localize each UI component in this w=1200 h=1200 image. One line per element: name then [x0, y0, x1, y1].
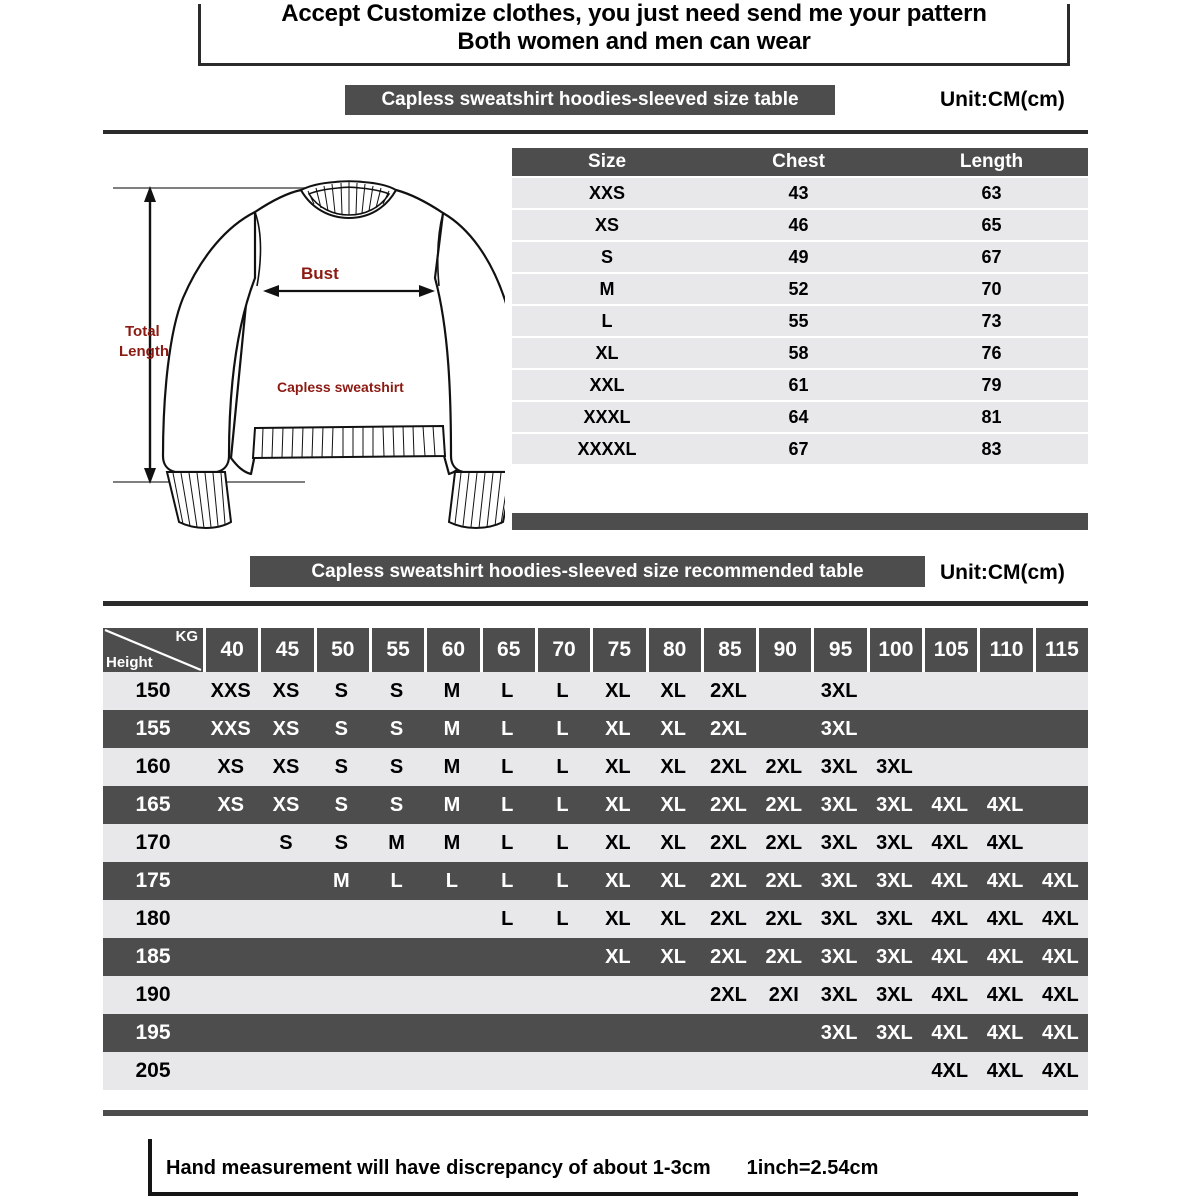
recommended-size-cell: 2XL	[710, 945, 747, 968]
recommended-size-cell: XL	[660, 755, 686, 778]
height-row-header: 175	[135, 869, 171, 892]
size-name-cell: XXXXL	[512, 434, 702, 464]
recommended-size-cell: 3XL	[876, 755, 913, 778]
recommended-size-cell: 4XL	[1042, 945, 1079, 968]
column-header-size: Size	[512, 148, 702, 176]
recommended-size-cell: 4XL	[931, 907, 969, 930]
recommended-size-cell: 3XL	[820, 945, 858, 968]
recommended-size-cell: L	[556, 869, 569, 892]
table-row	[103, 976, 1088, 1014]
recommended-size-cell: XL	[605, 831, 631, 854]
weight-column-header: 50	[317, 628, 369, 672]
recommended-size-cell: XS	[217, 755, 244, 778]
chest-value-cell: 49	[702, 242, 895, 272]
recommended-size-cell: 2XL	[765, 831, 803, 854]
measurement-discrepancy-text: Hand measurement will have discrepancy of about 1-3cm	[166, 1157, 711, 1179]
recommended-size-cell: 3XL	[820, 983, 858, 1006]
recommended-size-cell: 4XL	[986, 869, 1024, 892]
recommended-size-cell: 3XL	[820, 831, 858, 854]
recommended-size-cell: S	[389, 755, 404, 778]
recommended-size-cell: XL	[660, 945, 686, 968]
length-value-cell: 67	[895, 242, 1088, 272]
recommended-size-cell: 4XL	[986, 831, 1024, 854]
recommended-size-cell: L	[556, 755, 569, 778]
size-table-header-row	[512, 148, 1088, 176]
recommended-size-cell: XS	[217, 793, 244, 816]
table-row	[103, 1014, 1088, 1052]
table-row	[103, 748, 1088, 786]
height-row-header: 190	[135, 983, 171, 1006]
chest-value-cell: 46	[702, 210, 895, 240]
table-row	[512, 210, 1088, 240]
table-row	[103, 938, 1088, 976]
recommended-size-cell: L	[556, 831, 569, 854]
recommended-size-cell: XXS	[210, 717, 251, 740]
chest-value-cell: 61	[702, 370, 895, 400]
height-row-header: 185	[135, 945, 171, 968]
recommend-table-title: Capless sweatshirt hoodies-sleeved size recommended table	[250, 556, 925, 587]
total-length-label-line2: Length	[119, 343, 169, 360]
recommended-size-cell: L	[501, 793, 514, 816]
recommended-size-cell: L	[501, 869, 514, 892]
column-header-chest: Chest	[702, 148, 895, 176]
recommended-size-cell: 2XL	[710, 717, 747, 740]
recommended-size-cell: 2XL	[765, 869, 803, 892]
recommended-size-cell: 4XL	[986, 1021, 1024, 1044]
height-row-header: 160	[135, 755, 171, 778]
weight-column-header: 75	[593, 628, 645, 672]
recommended-size-cell: L	[556, 717, 569, 740]
table-row	[103, 786, 1088, 824]
weight-axis-label: KG	[175, 628, 198, 645]
recommended-size-cell: 4XL	[1042, 869, 1079, 892]
size-name-cell: XS	[512, 210, 702, 240]
table-row	[512, 402, 1088, 432]
recommended-size-cell: S	[389, 679, 404, 702]
length-value-cell: 63	[895, 178, 1088, 208]
length-value-cell: 83	[895, 434, 1088, 464]
weight-column-header: 90	[759, 628, 811, 672]
recommended-size-cell: 2XL	[765, 907, 803, 930]
size-table-title: Capless sweatshirt hoodies-sleeved size table	[345, 85, 835, 115]
recommended-size-cell: 3XL	[820, 793, 858, 816]
recommended-size-cell: M	[443, 679, 461, 702]
weight-column-header: 115	[1036, 628, 1088, 672]
table-row	[512, 306, 1088, 336]
weight-column-header: 70	[538, 628, 590, 672]
table-row	[103, 710, 1088, 748]
table-row	[512, 338, 1088, 368]
recommended-size-cell: 4XL	[931, 945, 969, 968]
recommended-size-cell: XXS	[210, 679, 251, 702]
chest-value-cell: 64	[702, 402, 895, 432]
recommended-size-cell: 4XL	[931, 831, 969, 854]
length-value-cell: 79	[895, 370, 1088, 400]
promo-banner-line-2: Both women and men can wear	[457, 28, 811, 55]
length-value-cell: 70	[895, 274, 1088, 304]
size-name-cell: XL	[512, 338, 702, 368]
height-row-header: 180	[135, 907, 171, 930]
footer-note	[148, 1139, 1078, 1196]
recommended-size-cell: 2XI	[768, 983, 799, 1006]
recommend-table	[103, 628, 1088, 1090]
promo-banner-line-1: Accept Customize clothes, you just need send me your pattern	[281, 0, 987, 27]
recommended-size-cell: XL	[660, 679, 686, 702]
total-length-label-line1: Total	[125, 323, 160, 340]
recommended-size-cell: XL	[605, 679, 631, 702]
recommended-size-cell: 4XL	[931, 1021, 969, 1044]
recommended-size-cell: 4XL	[1042, 907, 1079, 930]
size-name-cell: XXS	[512, 178, 702, 208]
chest-value-cell: 67	[702, 434, 895, 464]
recommended-size-cell: XL	[660, 907, 686, 930]
weight-column-header: 80	[649, 628, 701, 672]
recommended-size-cell: 3XL	[876, 869, 913, 892]
recommended-size-cell: XL	[660, 831, 686, 854]
size-name-cell: M	[512, 274, 702, 304]
recommended-size-cell: L	[556, 793, 569, 816]
recommended-size-cell: 3XL	[876, 793, 913, 816]
recommended-size-cell: S	[334, 717, 348, 740]
weight-column-header: 55	[372, 628, 424, 672]
height-row-header: 165	[135, 793, 171, 816]
height-row-header: 150	[135, 679, 171, 702]
recommended-size-cell: S	[334, 679, 348, 702]
weight-column-header: 40	[206, 628, 258, 672]
table-row	[103, 824, 1088, 862]
size-table-unit-label: Unit:CM(cm)	[940, 88, 1065, 111]
recommended-size-cell: 2XL	[710, 679, 747, 702]
bust-label: Bust	[301, 264, 339, 283]
recommended-size-cell: 3XL	[876, 945, 913, 968]
recommended-size-cell: 3XL	[876, 907, 913, 930]
inch-conversion-text: 1inch=2.54cm	[746, 1157, 879, 1179]
table-row	[103, 862, 1088, 900]
recommended-size-cell: 4XL	[931, 869, 969, 892]
recommended-size-cell: L	[556, 907, 569, 930]
recommended-size-cell: XL	[605, 869, 631, 892]
recommended-size-cell: 3XL	[876, 983, 913, 1006]
recommended-size-cell: 2XL	[765, 793, 803, 816]
recommended-size-cell: 4XL	[986, 945, 1024, 968]
recommended-size-cell: M	[443, 755, 461, 778]
table-row	[512, 434, 1088, 464]
recommended-size-cell: 3XL	[820, 907, 858, 930]
recommend-table-unit-label: Unit:CM(cm)	[940, 561, 1065, 584]
recommended-size-cell: 4XL	[931, 793, 969, 816]
recommended-size-cell: L	[445, 869, 459, 892]
recommended-size-cell: L	[501, 679, 514, 702]
length-value-cell: 73	[895, 306, 1088, 336]
recommended-size-cell: 4XL	[986, 1059, 1024, 1082]
recommended-size-cell: XL	[660, 869, 686, 892]
recommend-table-header-row	[103, 628, 1088, 672]
recommended-size-cell: XL	[605, 793, 631, 816]
sweatshirt-illustration	[105, 160, 505, 540]
size-name-cell: L	[512, 306, 702, 336]
recommended-size-cell: 3XL	[820, 1021, 858, 1044]
garment-diagram	[105, 160, 505, 540]
recommended-size-cell: M	[443, 717, 461, 740]
recommended-size-cell: 4XL	[1042, 983, 1079, 1006]
recommended-size-cell: S	[389, 793, 404, 816]
recommended-size-cell: 3XL	[876, 831, 913, 854]
recommended-size-cell: XL	[605, 945, 631, 968]
recommended-size-cell: 2XL	[765, 755, 803, 778]
chest-value-cell: 55	[702, 306, 895, 336]
recommended-size-cell: 4XL	[931, 1059, 969, 1082]
recommended-size-cell: 4XL	[986, 907, 1024, 930]
table-row	[103, 672, 1088, 710]
recommended-size-cell: 4XL	[1042, 1059, 1079, 1082]
length-value-cell: 65	[895, 210, 1088, 240]
recommended-size-cell: M	[443, 793, 461, 816]
table-row	[512, 178, 1088, 208]
garment-name-label: Capless sweatshirt	[277, 379, 404, 395]
height-row-header: 205	[135, 1059, 171, 1082]
recommended-size-cell: 2XL	[710, 793, 747, 816]
height-row-header: 155	[135, 717, 171, 740]
recommended-size-cell: 3XL	[820, 679, 858, 702]
recommended-size-cell: 2XL	[710, 907, 747, 930]
recommended-size-cell: XL	[605, 717, 631, 740]
recommend-table-bottom-bar	[103, 1110, 1088, 1116]
recommended-size-cell: M	[388, 831, 405, 854]
table-row	[103, 1052, 1088, 1090]
recommended-size-cell: XS	[272, 679, 300, 702]
recommended-size-cell: M	[332, 869, 350, 892]
recommended-size-cell: L	[501, 755, 514, 778]
section-divider-top	[103, 130, 1088, 134]
size-table-bottom-bar	[512, 513, 1088, 530]
recommended-size-cell: 2XL	[710, 983, 747, 1006]
recommended-size-cell: XS	[272, 717, 300, 740]
recommended-size-cell: XS	[272, 793, 300, 816]
size-name-cell: XXXL	[512, 402, 702, 432]
recommended-size-cell: S	[389, 717, 404, 740]
chest-value-cell: 43	[702, 178, 895, 208]
recommended-size-cell: 3XL	[876, 1021, 913, 1044]
recommended-size-cell: 3XL	[820, 869, 858, 892]
size-name-cell: S	[512, 242, 702, 272]
recommended-size-cell: XL	[660, 717, 686, 740]
recommended-size-cell: 2XL	[765, 945, 803, 968]
size-table	[512, 146, 1088, 466]
table-row	[512, 274, 1088, 304]
recommended-size-cell: XL	[660, 793, 686, 816]
table-row	[103, 900, 1088, 938]
weight-column-header: 105	[925, 628, 977, 672]
height-row-header: 170	[135, 831, 171, 854]
recommended-size-cell: L	[501, 717, 514, 740]
recommended-size-cell: XL	[605, 907, 631, 930]
recommended-size-cell: L	[501, 831, 514, 854]
height-axis-label: Height	[106, 654, 153, 671]
recommended-size-cell: 2XL	[710, 869, 747, 892]
recommended-size-cell: 4XL	[986, 983, 1024, 1006]
recommended-size-cell: L	[556, 679, 569, 702]
axis-corner-cell	[103, 628, 203, 672]
weight-column-header: 95	[814, 628, 866, 672]
recommended-size-cell: 4XL	[1042, 1021, 1079, 1044]
recommended-size-cell: 2XL	[710, 755, 747, 778]
table-row	[512, 242, 1088, 272]
recommended-size-cell: 4XL	[931, 983, 969, 1006]
recommended-size-cell: S	[334, 793, 348, 816]
chest-value-cell: 52	[702, 274, 895, 304]
recommended-size-cell: L	[501, 907, 514, 930]
length-value-cell: 81	[895, 402, 1088, 432]
recommended-size-cell: 3XL	[820, 717, 858, 740]
recommended-size-cell: M	[443, 831, 461, 854]
recommended-size-cell: 2XL	[710, 831, 747, 854]
length-value-cell: 76	[895, 338, 1088, 368]
promo-banner	[198, 0, 1070, 66]
table-row	[512, 370, 1088, 400]
weight-column-header: 85	[704, 628, 756, 672]
recommended-size-cell: XS	[272, 755, 300, 778]
recommended-size-cell: S	[279, 831, 293, 854]
chest-value-cell: 58	[702, 338, 895, 368]
weight-column-header: 100	[870, 628, 922, 672]
recommended-size-cell: XL	[605, 755, 631, 778]
recommended-size-cell: L	[390, 869, 403, 892]
recommended-size-cell: S	[334, 831, 348, 854]
height-row-header: 195	[135, 1021, 171, 1044]
weight-column-header: 60	[427, 628, 479, 672]
recommended-size-cell: 4XL	[986, 793, 1024, 816]
recommended-size-cell: 3XL	[820, 755, 858, 778]
column-header-length: Length	[895, 148, 1088, 176]
section-divider-middle	[103, 601, 1088, 606]
weight-column-header: 45	[261, 628, 313, 672]
weight-column-header: 110	[980, 628, 1032, 672]
weight-column-header: 65	[483, 628, 535, 672]
recommended-size-cell: S	[334, 755, 348, 778]
size-name-cell: XXL	[512, 370, 702, 400]
